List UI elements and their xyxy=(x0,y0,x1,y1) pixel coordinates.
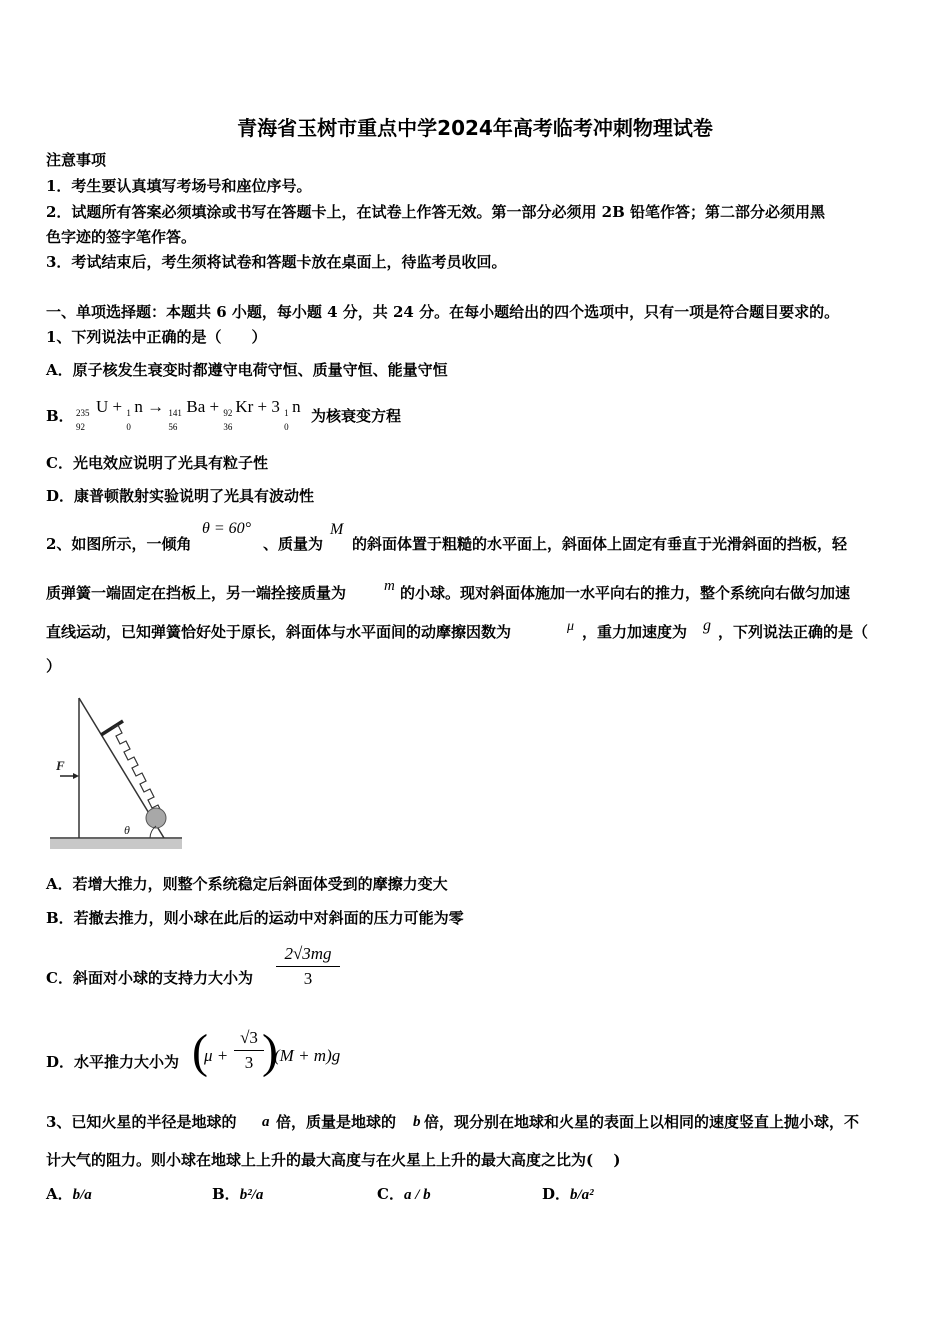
q3-line1-a: 3、已知火星的半径是地球的 xyxy=(46,1113,237,1131)
q3-option-b xyxy=(212,1184,263,1205)
n2-mass: 1 xyxy=(284,408,289,418)
ba-symbol: Ba + xyxy=(186,397,220,416)
q3-option-c-label: C． xyxy=(377,1185,404,1203)
u-charge: 92 xyxy=(76,422,85,432)
n-charge: 0 xyxy=(126,422,131,432)
q2-option-c-label: C．斜面对小球的支持力大小为 xyxy=(46,969,253,987)
kr-charge: 36 xyxy=(223,422,233,432)
spring xyxy=(112,725,162,813)
q2-option-d-label: D．水平推力大小为 xyxy=(46,1053,180,1071)
q3-option-d-value: b/a² xyxy=(570,1187,594,1203)
notice-item-2-cont: 色字迹的签字笔作答。 xyxy=(46,228,197,246)
q2-option-d-denominator: 3 xyxy=(244,1053,254,1072)
u-mass: 235 xyxy=(76,408,90,418)
page-title: 青海省玉树市重点中学2024年高考临考冲刺物理试卷 xyxy=(237,116,713,140)
right-paren: ) xyxy=(262,1025,278,1078)
q2-line1-a: 2、如图所示，一倾角 xyxy=(46,535,192,553)
q2-option-a: A．若增大推力，则整个系统稳定后斜面体受到的摩擦力变大 xyxy=(46,875,448,893)
q1-option-c: C．光电效应说明了光具有粒子性 xyxy=(46,454,268,472)
q1-option-a: A．原子核发生衰变时都遵守电荷守恒、质量守恒、能量守恒 xyxy=(46,361,448,379)
n2-symbol: n xyxy=(292,397,301,416)
q2-option-d-fraction xyxy=(234,1028,264,1073)
q2-line2-a: 质弹簧一端固定在挡板上，另一端拴接质量为 xyxy=(46,584,347,602)
section-heading: 一、单项选择题：本题共 6 小题，每小题 4 分，共 24 分。在每小题给出的四个选项中，只有一项是符合题目要求的。 xyxy=(46,303,840,321)
q2-option-d-mu: μ + xyxy=(204,1046,229,1065)
q3-option-c-value: a / b xyxy=(403,1187,431,1203)
notice-item-3: 3．考试结束后，考生须将试卷和答题卡放在桌面上，待监考员收回。 xyxy=(46,253,507,271)
n-mass: 1 xyxy=(126,408,131,418)
q3-option-d-label: D． xyxy=(542,1185,571,1203)
q3-option-d xyxy=(542,1184,594,1205)
q2-mass-m: m xyxy=(384,578,395,594)
ground xyxy=(50,838,182,849)
ba-mass: 141 xyxy=(168,408,182,418)
q2-line3-c: ，下列说法正确的是（ xyxy=(718,623,869,641)
q3-line1-b: 倍，质量是地球的 xyxy=(276,1113,397,1131)
q3-option-c xyxy=(377,1184,431,1205)
q1-stem: 1、下列说法中正确的是（ ） xyxy=(46,328,267,346)
q3-line2: 计大气的阻力。则小球在地球上上升的最大高度与在火星上上升的最大高度之比为( ) xyxy=(46,1151,621,1169)
q2-line1-b: 、质量为 xyxy=(263,535,324,553)
q2-line4: ） xyxy=(46,657,62,675)
q2-line1-c: 的斜面体置于粗糙的水平面上，斜面体上固定有垂直于光滑斜面的挡板，轻 xyxy=(352,535,848,553)
nuclear-equation xyxy=(76,397,301,432)
q3-option-a-label: A． xyxy=(46,1185,73,1203)
force-label: F xyxy=(56,758,65,773)
u-symbol: U + xyxy=(96,397,123,416)
notice-heading: 注意事项 xyxy=(46,151,107,169)
ball xyxy=(146,808,166,828)
q2-g: g xyxy=(703,617,711,634)
q3-option-b-label: B． xyxy=(212,1185,240,1203)
q2-line3-a: 直线运动，已知弹簧恰好处于原长，斜面体与水平面间的动摩擦因数为 xyxy=(46,623,512,641)
kr-symbol: Kr + 3 xyxy=(235,397,280,416)
q1-option-d: D．康普顿散射实验说明了光具有波动性 xyxy=(46,487,315,505)
theta-label: θ xyxy=(124,823,130,837)
q2-mu: μ xyxy=(567,619,575,634)
q2-theta: θ = 60° xyxy=(202,520,252,537)
n-symbol: n → xyxy=(134,397,165,416)
incline-figure xyxy=(46,688,186,856)
n2-charge: 0 xyxy=(284,422,289,432)
left-paren: ( xyxy=(192,1025,208,1078)
q2-line2-b: 的小球。现对斜面体施加一水平向右的推力，整个系统向右做匀加速 xyxy=(400,584,851,602)
q2-option-c-numerator: 2√3mg xyxy=(276,944,340,967)
q2-option-c-fraction xyxy=(276,944,340,989)
q3-option-b-value: b²/a xyxy=(239,1187,264,1203)
q2-option-d-numerator: √3 xyxy=(234,1028,264,1051)
ba-charge: 56 xyxy=(168,422,178,432)
notice-item-2: 2．试题所有答案必须填涂或书写在答题卡上，在试卷上作答无效。第一部分必须用 2B 铅笔作答；第二部分必须用黑 xyxy=(46,203,826,221)
notice-item-1: 1．考生要认真填写考场号和座位序号。 xyxy=(46,177,312,195)
q2-option-b: B．若撤去推力，则小球在此后的运动中对斜面的压力可能为零 xyxy=(46,909,464,927)
q1-option-b-suffix: 为核衰变方程 xyxy=(311,407,402,425)
q3-a: a xyxy=(262,1114,270,1130)
q3-b: b xyxy=(413,1114,421,1130)
kr-mass: 92 xyxy=(223,408,233,418)
q2-line3-b: ，重力加速度为 xyxy=(582,623,688,641)
q2-option-d-tail: (M + m)g xyxy=(274,1046,341,1065)
q2-option-c-denominator: 3 xyxy=(303,969,313,988)
force-arrowhead xyxy=(73,773,79,779)
q2-mass-M: M xyxy=(330,521,344,538)
q1-option-b-label: B． xyxy=(46,407,74,425)
q3-line1-c: 倍，现分别在地球和火星的表面上以相同的速度竖直上抛小球，不 xyxy=(424,1113,860,1131)
q3-option-a xyxy=(46,1184,92,1205)
q3-option-a-value: b/a xyxy=(72,1187,92,1203)
